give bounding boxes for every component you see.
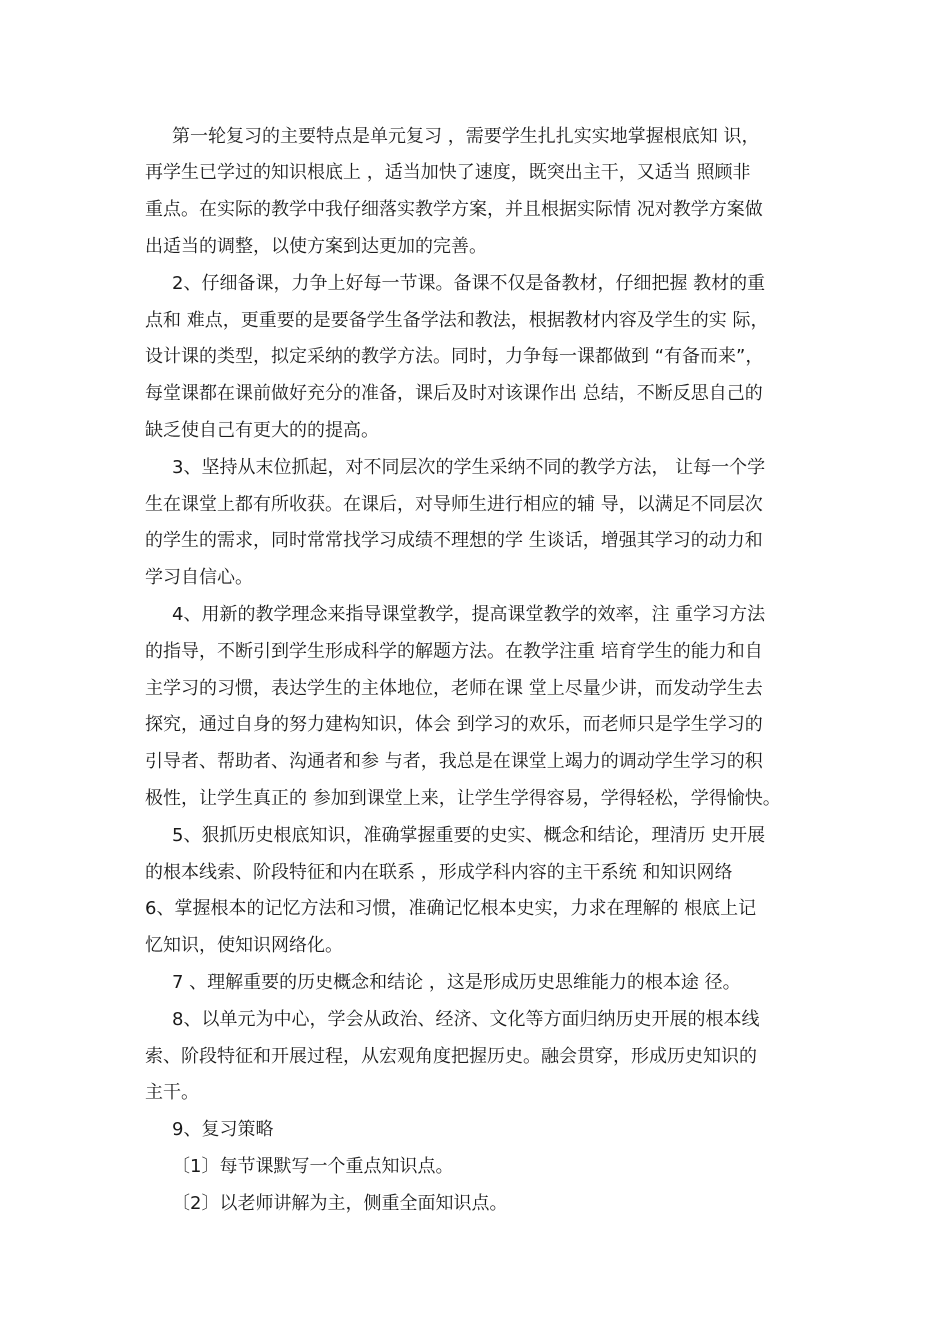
paragraph-3-line-4: 学习自信心。 xyxy=(145,567,253,588)
paragraph-1-line-1: 第一轮复习的主要特点是单元复习 ，需要学生扎扎实实地掌握根底知 识， xyxy=(172,126,760,147)
paragraph-2-line-2: 点和 难点，更重要的是要备学生备学法和教法，根据教材内容及学生的实 际， xyxy=(145,310,769,331)
paragraph-3-line-3: 的学生的需求，同时常常找学习成绩不理想的学 生谈话，增强其学习的动力和 xyxy=(145,530,763,551)
paragraph-1-line-4: 出适当的调整，以使方案到达更加的完善。 xyxy=(145,236,487,257)
strategy-item-2: 〔2〕以老师讲解为主，侧重全面知识点。 xyxy=(172,1193,508,1214)
paragraph-4-line-4: 探究，通过自身的努力建构知识，体会 到学习的欢乐，而老师只是学生学习的 xyxy=(145,714,763,735)
paragraph-2-line-4: 每堂课都在课前做好充分的准备，课后及时对该课作出 总结，不断反思自己的 xyxy=(145,383,763,404)
paragraph-6-line-1: 6、掌握根本的记忆方法和习惯，准确记忆根本史实，力求在理解的 根底上记 xyxy=(145,898,757,919)
paragraph-8-line-3: 主干。 xyxy=(145,1082,199,1103)
paragraph-4-line-6: 极性，让学生真正的 参加到课堂上来，让学生学得容易，学得轻松，学得愉快。 xyxy=(145,788,781,809)
paragraph-2-line-1: 2、仔细备课，力争上好每一节课。备课不仅是备教材，仔细把握 教材的重 xyxy=(172,273,766,294)
paragraph-5-line-2: 的根本线索、阶段特征和内在联系 ，形成学科内容的主干系统 和知识网络 xyxy=(145,862,733,883)
paragraph-7-line-1: 7 、理解重要的历史概念和结论 ，这是形成历史思维能力的根本途 径。 xyxy=(172,972,741,993)
paragraph-3-line-2: 生在课堂上都有所收获。在课后，对导师生进行相应的辅 导，以满足不同层次 xyxy=(145,494,763,515)
paragraph-5-line-1: 5、狠抓历史根底知识，准确掌握重要的史实、概念和结论，理清历 史开展 xyxy=(172,825,766,846)
paragraph-4-line-2: 的指导，不断引到学生形成科学的解题方法。在教学注重 培育学生的能力和自 xyxy=(145,641,763,662)
paragraph-8-line-1: 8、以单元为中心，学会从政治、经济、文化等方面归纳历史开展的根本线 xyxy=(172,1009,760,1030)
paragraph-6-line-2: 忆知识，使知识网络化。 xyxy=(145,935,343,956)
paragraph-3-line-1: 3、坚持从末位抓起，对不同层次的学生采纳不同的教学方法， 让每一个学 xyxy=(172,457,766,478)
paragraph-4-line-3: 主学习的习惯，表达学生的主体地位，老师在课 堂上尽量少讲，而发动学生去 xyxy=(145,678,763,699)
strategy-item-1: 〔1〕每节课默写一个重点知识点。 xyxy=(172,1156,454,1177)
paragraph-4-line-1: 4、用新的教学理念来指导课堂教学，提高课堂教学的效率，注 重学习方法 xyxy=(172,604,766,625)
paragraph-8-line-2: 索、阶段特征和开展过程，从宏观角度把握历史。融会贯穿，形成历史知识的 xyxy=(145,1046,757,1067)
paragraph-1-line-3: 重点。在实际的教学中我仔细落实教学方案，并且根据实际情 况对教学方案做 xyxy=(145,199,763,220)
paragraph-1-line-2: 再学生已学过的知识根底上 ，适当加快了速度，既突出主干，又适当 照顾非 xyxy=(145,162,751,183)
paragraph-4-line-5: 引导者、帮助者、沟通者和参 与者，我总是在课堂上竭力的调动学生学习的积 xyxy=(145,751,763,772)
section-heading-review-strategy: 9、复习策略 xyxy=(172,1119,274,1140)
paragraph-2-line-5: 缺乏使自己有更大的的提高。 xyxy=(145,420,379,441)
paragraph-2-line-3: 设计课的类型，拟定采纳的教学方法。同时，力争每一课都做到 “有备而来”， xyxy=(145,346,764,367)
